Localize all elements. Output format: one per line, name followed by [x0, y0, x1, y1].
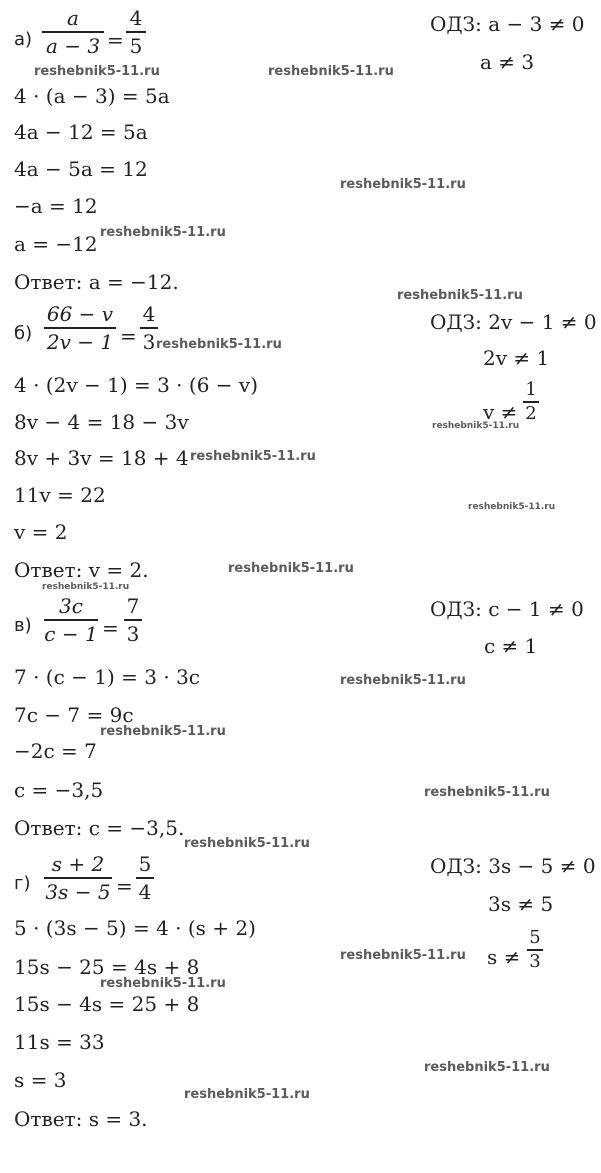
- fraction-numerator: 7: [126, 594, 140, 618]
- odz-d-line2: 3s ≠ 5: [488, 892, 554, 916]
- watermark: reshebnik5-11.ru: [340, 948, 466, 963]
- odz-b-line1: ОДЗ: 2v − 1 ≠ 0: [430, 310, 597, 334]
- watermark: reshebnik5-11.ru: [268, 64, 394, 79]
- fraction-numerator: 4: [142, 302, 156, 326]
- fraction-denominator: 2v − 1: [46, 329, 114, 354]
- fraction-numerator: 3c: [59, 594, 83, 618]
- fraction-a-right: [126, 6, 146, 58]
- watermark: reshebnik5-11.ru: [340, 673, 466, 688]
- watermark: reshebnik5-11.ru: [184, 1087, 310, 1102]
- odz-a-line1: ОДЗ: a − 3 ≠ 0: [430, 12, 585, 36]
- step-a-4: −a = 12: [14, 194, 98, 218]
- watermark: reshebnik5-11.ru: [100, 225, 226, 240]
- label-d: г): [14, 873, 31, 894]
- watermark: reshebnik5-11.ru: [100, 724, 226, 739]
- step-b-5: v = 2: [14, 520, 68, 544]
- odz-d-line1: ОДЗ: 3s − 5 ≠ 0: [430, 854, 596, 878]
- fraction-bar: [42, 31, 104, 33]
- step-c-2: 7c − 7 = 9c: [14, 703, 134, 727]
- fraction-bar: [44, 877, 112, 879]
- watermark: reshebnik5-11.ru: [468, 502, 556, 512]
- answer-c: Ответ: c = −3,5.: [14, 816, 185, 840]
- fraction-numerator: a: [67, 6, 79, 30]
- odz-c-line1: ОДЗ: c − 1 ≠ 0: [430, 597, 584, 621]
- fraction-numerator: 66 − v: [46, 302, 114, 326]
- equals-sign: =: [120, 324, 137, 348]
- watermark: reshebnik5-11.ru: [432, 421, 520, 431]
- watermark: reshebnik5-11.ru: [424, 785, 550, 800]
- equals-sign: =: [107, 28, 124, 52]
- step-c-4: c = −3,5: [14, 778, 104, 802]
- odz-c-line2: c ≠ 1: [484, 634, 538, 658]
- fraction-denominator: 2: [525, 402, 537, 424]
- fraction-denominator: 4: [138, 879, 152, 904]
- watermark: reshebnik5-11.ru: [156, 337, 282, 352]
- fraction-bar: [44, 327, 116, 329]
- fraction-numerator: 5: [529, 927, 541, 948]
- odz-d-line3: s ≠: [487, 945, 521, 969]
- watermark: reshebnik5-11.ru: [228, 561, 354, 576]
- fraction-denominator: 3: [529, 950, 541, 972]
- fraction-numerator: 5: [138, 852, 152, 876]
- step-d-4: 11s = 33: [14, 1030, 105, 1054]
- step-b-2: 8v − 4 = 18 − 3v: [14, 410, 189, 434]
- equals-sign: =: [102, 616, 119, 640]
- label-a: а): [14, 29, 33, 50]
- step-b-1: 4 · (2v − 1) = 3 · (6 − v): [14, 373, 258, 397]
- step-a-2: 4a − 12 = 5a: [14, 120, 148, 144]
- odz-b-line3: v ≠: [483, 400, 518, 424]
- fraction-b-odz: [523, 380, 539, 424]
- answer-a: Ответ: a = −12.: [14, 270, 179, 294]
- fraction-numerator: 4: [129, 6, 143, 30]
- fraction-b-left: [44, 302, 116, 354]
- watermark: reshebnik5-11.ru: [424, 1060, 550, 1075]
- fraction-c-right: [124, 594, 142, 646]
- fraction-denominator: c − 1: [44, 621, 98, 646]
- fraction-bar: [126, 31, 146, 33]
- fraction-c-left: [44, 594, 98, 646]
- watermark: reshebnik5-11.ru: [100, 976, 226, 991]
- watermark: reshebnik5-11.ru: [190, 449, 316, 464]
- step-d-2: 15s − 25 = 4s + 8: [14, 955, 200, 979]
- fraction-d-right: [136, 852, 154, 904]
- step-d-5: s = 3: [14, 1068, 67, 1092]
- answer-b: Ответ: v = 2.: [14, 558, 149, 582]
- step-a-1: 4 · (a − 3) = 5a: [14, 84, 170, 108]
- fraction-numerator: 1: [525, 379, 537, 400]
- fraction-denominator: 3: [142, 329, 156, 354]
- fraction-bar: [136, 877, 154, 879]
- fraction-d-odz: [527, 928, 543, 972]
- fraction-d-left: [44, 852, 112, 904]
- label-c: в): [14, 615, 32, 636]
- watermark: reshebnik5-11.ru: [340, 177, 466, 192]
- fraction-bar: [124, 619, 142, 621]
- fraction-denominator: 5: [129, 33, 143, 58]
- step-c-1: 7 · (c − 1) = 3 · 3c: [14, 665, 200, 689]
- fraction-numerator: s + 2: [51, 852, 105, 876]
- step-d-3: 15s − 4s = 25 + 8: [14, 992, 200, 1016]
- step-c-3: −2c = 7: [14, 739, 97, 763]
- fraction-denominator: 3: [126, 621, 140, 646]
- watermark: reshebnik5-11.ru: [397, 288, 523, 303]
- step-a-3: 4a − 5a = 12: [14, 157, 148, 181]
- odz-b-line2: 2v ≠ 1: [483, 346, 550, 370]
- label-b: б): [14, 323, 33, 344]
- step-d-1: 5 · (3s − 5) = 4 · (s + 2): [14, 916, 256, 940]
- watermark: reshebnik5-11.ru: [184, 836, 310, 851]
- step-a-5: a = −12: [14, 232, 98, 256]
- fraction-denominator: a − 3: [45, 33, 101, 58]
- watermark: reshebnik5-11.ru: [42, 582, 130, 592]
- step-b-3: 8v + 3v = 18 + 4: [14, 446, 189, 470]
- fraction-bar: [44, 619, 98, 621]
- fraction-a-left: [42, 6, 104, 58]
- fraction-bar: [140, 327, 158, 329]
- odz-a-line2: a ≠ 3: [480, 50, 535, 74]
- step-b-4: 11v = 22: [14, 483, 106, 507]
- answer-d: Ответ: s = 3.: [14, 1107, 148, 1131]
- equals-sign: =: [116, 874, 133, 898]
- watermark: reshebnik5-11.ru: [34, 64, 160, 79]
- fraction-denominator: 3s − 5: [45, 879, 111, 904]
